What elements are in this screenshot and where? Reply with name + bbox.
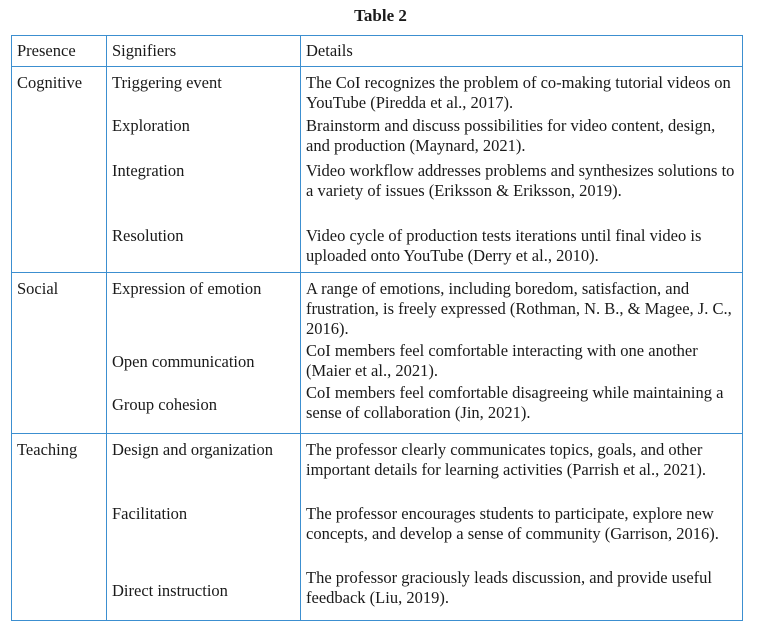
details-text: CoI members feel comfortable disagreeing while maintaining a sense of collaboration (Jin, 2021). (306, 383, 724, 422)
signifier-label: Resolution (112, 226, 184, 245)
signifiers-cell (107, 67, 301, 273)
header-details: Details (301, 36, 743, 67)
group-row-social (12, 273, 743, 434)
group-row-teaching (12, 434, 743, 621)
header-presence: Presence (12, 36, 107, 67)
presence-cell: Teaching (12, 434, 107, 621)
details-text: Brainstorm and discuss possibilities for video content, design, and production (Maynard, 2021). (306, 116, 716, 155)
header-row (12, 36, 743, 67)
details-text: A range of emotions, including boredom, satisfaction, and frustration, is freely expressed (Rothman, N. B., & Magee, J. C., 2016). (306, 279, 732, 338)
signifier-label: Group cohesion (112, 395, 217, 414)
signifier-label: Facilitation (112, 504, 188, 523)
details-text: CoI members feel comfortable interacting with one another (Maier et al., 2021). (306, 341, 698, 380)
header-signifiers: Signifiers (107, 36, 301, 67)
details-text: The CoI recognizes the problem of co-making tutorial videos on YouTube (Piredda et al., 2017). (306, 73, 731, 112)
details-cell (301, 67, 743, 273)
signifier-label: Exploration (112, 116, 190, 135)
signifiers-cell (107, 273, 301, 434)
presence-cell: Cognitive (12, 67, 107, 273)
details-cell (301, 434, 743, 621)
signifier-label: Open communication (112, 352, 255, 371)
table-caption: Table 2 (354, 6, 407, 25)
details-text: The professor encourages students to participate, explore new concepts, and develop a sense of community (Garrison, 2016). (306, 504, 719, 543)
details-text: The professor clearly communicates topics, goals, and other important details for learning activities (Parrish et al., 2021). (306, 440, 707, 479)
signifier-label: Expression of emotion (112, 279, 262, 298)
details-text: Video workflow addresses problems and synthesizes solutions to a variety of issues (Eriksson & Eriksson, 2019). (306, 161, 735, 200)
signifiers-cell (107, 434, 301, 621)
group-row-cognitive (12, 67, 743, 273)
details-text: The professor graciously leads discussion, and provide useful feedback (Liu, 2019). (306, 568, 712, 607)
details-cell (301, 273, 743, 434)
signifier-label: Integration (112, 161, 185, 180)
presence-cell: Social (12, 273, 107, 434)
signifier-label: Triggering event (112, 73, 222, 92)
details-text: Video cycle of production tests iterations until final video is uploaded onto YouTube (Derry et al., 2010). (306, 226, 702, 265)
signifier-label: Direct instruction (112, 581, 228, 600)
presence-table (11, 35, 743, 621)
signifier-label: Design and organization (112, 440, 273, 459)
